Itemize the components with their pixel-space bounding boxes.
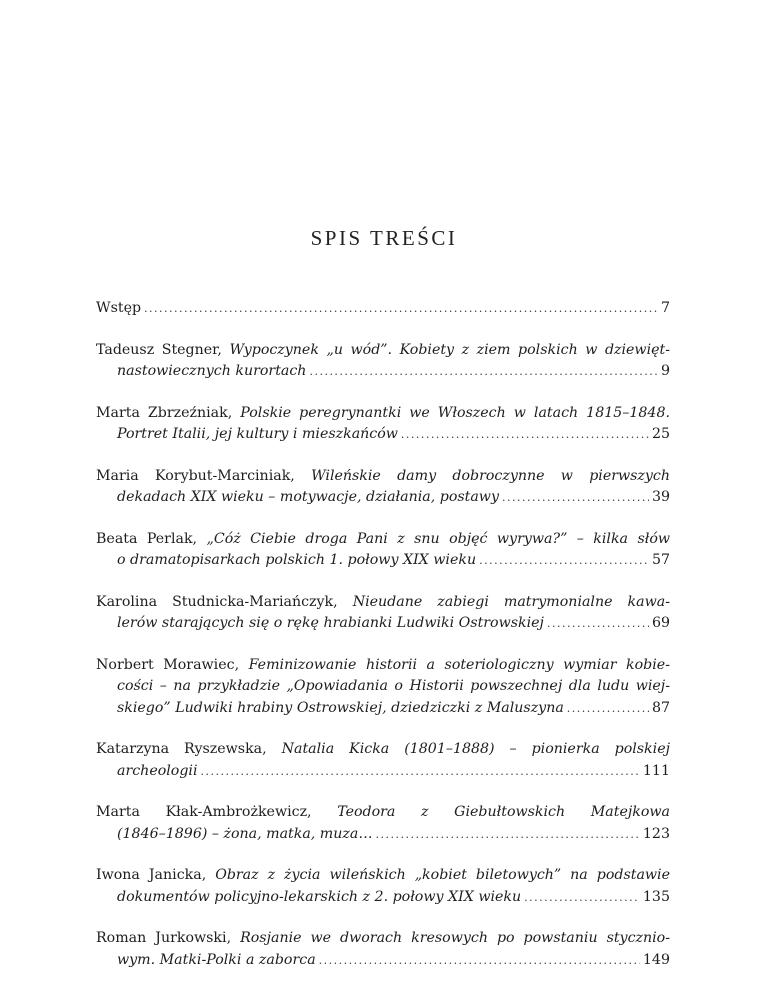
toc-author: Katarzyna Ryszewska, xyxy=(96,741,282,757)
leader-dots xyxy=(547,613,649,635)
table-of-contents xyxy=(96,298,670,991)
leader-dots xyxy=(479,550,649,572)
leader-dots xyxy=(309,361,658,383)
toc-entry-line xyxy=(96,298,670,320)
toc-entry[interactable] xyxy=(96,340,670,383)
toc-page-number: 7 xyxy=(660,300,670,316)
toc-entry-line xyxy=(96,676,670,698)
toc-title: Polskie peregrynantki we Włoszech w latach 1815–1848. xyxy=(240,404,670,421)
toc-entry-line xyxy=(96,928,670,950)
leader-dots xyxy=(201,761,640,783)
toc-title: Nieudane zabiegi matrymonialne kawa- xyxy=(352,593,670,610)
toc-title: Feminizowanie historii a soteriologiczny wymiar kobie- xyxy=(248,656,670,673)
toc-entry-line xyxy=(96,529,670,551)
toc-author: Karolina Studnicka-Mariańczyk, xyxy=(96,593,353,610)
toc-page-number: 87 xyxy=(651,699,670,716)
leader-dots xyxy=(401,424,649,446)
toc-title: dekadach XIX wieku – motywacje, działania, postawy xyxy=(117,489,499,505)
toc-author: Maria Korybut-Marciniak, xyxy=(96,467,312,484)
toc-title: Natalia Kicka (1801–1888) – pionierka polskiej xyxy=(281,741,670,757)
toc-entry-line xyxy=(96,865,670,887)
toc-page-number: 135 xyxy=(642,888,670,905)
toc-page-number: 69 xyxy=(651,615,670,631)
toc-title: Teodora z Giebułtowskich Matejkowa xyxy=(337,804,670,820)
toc-page-number: 25 xyxy=(651,426,670,442)
toc-author: Marta Zbrzeźniak, xyxy=(96,404,241,421)
toc-entry[interactable] xyxy=(96,298,670,320)
toc-entry-line xyxy=(96,487,670,509)
toc-title: Rosjanie we dworach kresowych po powstaniu stycznio- xyxy=(240,930,670,946)
toc-title: Obraz z życia wileńskich „kobiet biletowych” na podstawie xyxy=(215,867,670,883)
toc-entry[interactable] xyxy=(96,403,670,446)
toc-title: archeologii xyxy=(117,762,198,779)
toc-page-number: 57 xyxy=(651,552,670,568)
page-title: SPIS TREŚCI xyxy=(310,226,458,250)
leader-dots xyxy=(502,487,649,509)
toc-author: Tadeusz Stegner, xyxy=(96,341,230,358)
toc-title: cości – na przykładzie „Opowiadania o Historii powszechnej dla ludu wiej- xyxy=(117,678,670,694)
toc-title: Portret Italii, jej kultury i mieszkańców xyxy=(117,426,398,442)
toc-entry-line xyxy=(96,887,670,909)
toc-page-number: 9 xyxy=(660,363,670,379)
toc-entry[interactable] xyxy=(96,739,670,782)
toc-entry-line xyxy=(96,613,670,635)
toc-entry-line xyxy=(96,592,670,614)
leader-dots xyxy=(144,298,658,320)
toc-title: o dramatopisarkach polskich 1. połowy XIX wieku xyxy=(117,552,477,568)
leader-dots xyxy=(524,887,640,909)
toc-entry[interactable] xyxy=(96,928,670,971)
toc-title: „Cóż Ciebie droga Pani z snu objęć wyrywa?” – kilka słów xyxy=(206,530,670,547)
toc-title: dokumentów policyjno-lekarskich z 2. połowy XIX wieku xyxy=(117,888,522,905)
toc-title: Wypoczynek „u wód”. Kobiety z ziem polskich w dziewięt- xyxy=(229,341,670,358)
toc-title: lerów starających się o rękę hrabianki Ludwiki Ostrowskiej xyxy=(117,615,544,631)
leader-dots xyxy=(567,698,649,720)
toc-title: wym. Matki-Polki a zaborca xyxy=(117,951,316,968)
toc-author: Iwona Janicka, xyxy=(96,867,216,883)
toc-entry[interactable] xyxy=(96,466,670,509)
toc-entry-line xyxy=(96,761,670,783)
toc-entry-line xyxy=(96,824,670,846)
leader-dots xyxy=(376,824,640,846)
toc-entry-line xyxy=(96,802,670,824)
toc-entry[interactable] xyxy=(96,655,670,720)
toc-entry-line xyxy=(96,550,670,572)
toc-entry-line xyxy=(96,739,670,761)
toc-entry-line xyxy=(96,655,670,677)
toc-entry-line xyxy=(96,466,670,488)
toc-entry[interactable] xyxy=(96,592,670,635)
toc-author: Marta Kłak-Ambrożkewicz, xyxy=(96,804,338,820)
toc-entry[interactable] xyxy=(96,865,670,908)
toc-entry-line xyxy=(96,403,670,425)
toc-page-number: 123 xyxy=(642,825,670,842)
toc-author: Wstęp xyxy=(96,300,142,316)
toc-page-number: 39 xyxy=(651,489,670,505)
toc-entry[interactable] xyxy=(96,529,670,572)
toc-author: Roman Jurkowski, xyxy=(96,930,241,946)
toc-author: Norbert Morawiec, xyxy=(96,656,249,673)
toc-entry-line xyxy=(96,698,670,720)
toc-title: Wileńskie damy dobroczynne w pierwszych xyxy=(311,467,670,484)
toc-title: skiego” Ludwiki hrabiny Ostrowskiej, dziedziczki z Maluszyna xyxy=(117,699,564,716)
toc-page-number: 149 xyxy=(642,951,670,968)
toc-author: Beata Perlak, xyxy=(96,530,207,547)
toc-entry-line xyxy=(96,361,670,383)
toc-entry-line xyxy=(96,424,670,446)
toc-entry-line xyxy=(96,340,670,362)
toc-title: (1846–1896) – żona, matka, muza… xyxy=(117,825,373,842)
leader-dots xyxy=(319,950,640,972)
toc-entry-line xyxy=(96,950,670,972)
toc-page-number: 111 xyxy=(642,762,670,779)
toc-entry[interactable] xyxy=(96,802,670,845)
toc-title: nastowiecznych kurortach xyxy=(117,363,307,379)
